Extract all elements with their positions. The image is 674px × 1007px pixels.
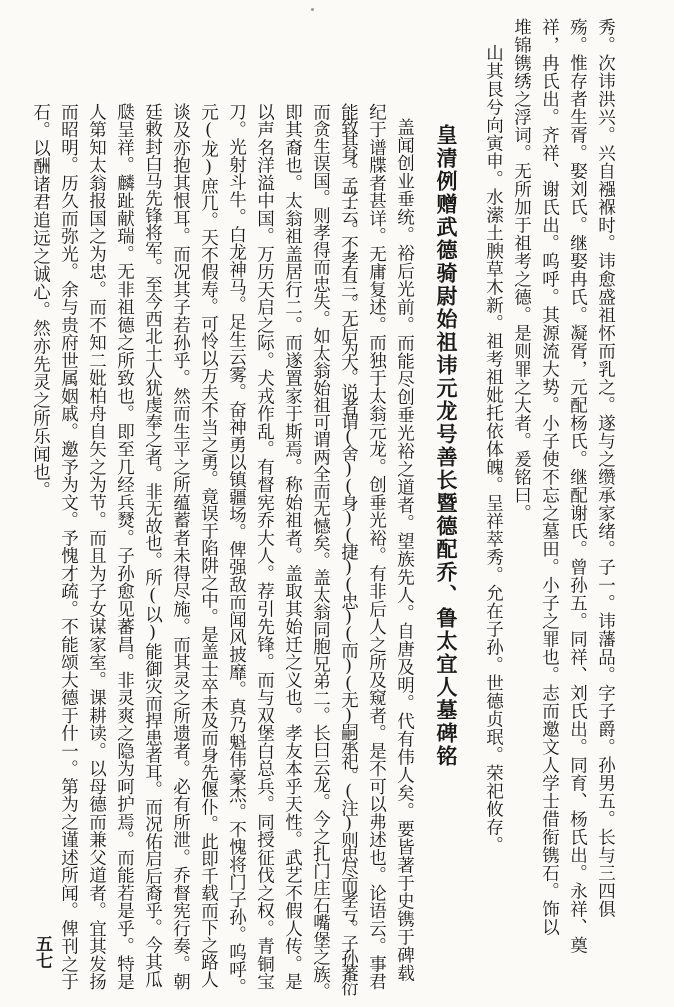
body-column-9: 谈及亦抱其恨耳。而况其子若孙乎。然而生平之所蕴蓄者未得尽施。而其灵之所遗者。必有所泄。乔督宪行奏。朝 [170,103,191,991]
body-column-6: 以声名洋溢中国。万历天启之际。犬戎作乱。有督宪乔大人。荐引先锋。而与双堡白总兵。同授征伐之权。青铜宝 [254,103,275,991]
body-column-14: 石。以酬诸君追远之诚心。然亦先灵之所乐闻也。 [30,103,51,499]
body-column-1: 盖闻创业垂统。裕后光前。而能尽创垂光裕之道者。望族先人。自唐及明。代有伟人矣。要皆著于史镌于碑载 [394,118,415,982]
body-column-5: 即其裔也。太翁祖盖居行二。而遂置家于斯焉。称始祖者。盖取其始迁之义也。孝友本乎天性。武艺不假人传。是 [282,103,303,991]
page-number: 五七 [32,935,52,969]
prev-text-column-3: 祥，冉氏出。齐祥、谢氏出。呜呼。其源流大势。小子使不忘之墓田。小子之罪也。志而邀文人学士借衔镌石。饰以 [539,18,560,936]
verse-column: 山其艮兮向寅申。水潆土腴草木新。祖考祖妣托依体魄。呈祥萃秀。允在子孙。世德贞珉。荣祀攸存。 [483,44,504,854]
body-column-2: 纪于谱牒者甚详。无庸复述。而独于太翁元龙。创垂光裕。有非后人之所及窥者。是不可以弗述也。论语云。事君 [366,103,387,991]
prev-text-column-1: 秀。次讳洪兴。兴自襁褓时。讳愈盛祖怀而乳之。遂与之缵承家绪。子一。讳藩品。字子爵。孙男五。长与三四俱 [595,18,616,918]
body-column-4: 而贪生误国。则孝得而忠失。如太翁始祖可谓两全而无憾矣。盖太翁同胞兄弟二。长曰云龙。今之扎门庄石嘴堡之族。 [310,103,331,1000]
inscription-title: 皇清例赠武德骑尉始祖讳元龙号善长暨德配乔、鲁太宜人墓碑铭 [434,124,459,768]
body-column-11: 瓞呈祥。麟趾献瑞。无非祖德之所致也。即至几经兵燹。子孙愈见蕃昌。非灵爽之隐为呵护焉。而能若是乎。特是 [114,103,135,991]
prev-text-column-2: 殇。惟存者生胥。娶刘氏。继娶冉氏。凝胥，元配杨氏。继配谢氏。曾孙五。同祥、刘氏出。同育、杨氏出。永祥、奠 [567,18,588,954]
body-column-8: 元(龙)庶几。天不假寿。可怜以万夫不当之勇。竟误于陷阱之中。是盖士卒未及而身先偃仆。此即千载而下之路人 [198,103,219,988]
prev-text-column-4: 堆锦镌绣之浮词。无所加于祖考之德。是则罪之大者。爰铭曰。 [511,18,532,522]
body-column-12: 人第知太翁报国之为忠。而不知二妣柏舟自矢之为节。而且为子女谋家室。课耕读。以母德而兼父道者。宜其发扬 [86,103,107,991]
body-column-10: 廷敕封白马先锋将军。至今西北土人犹虔奉之者。非无故也。所(以)能御灾而捍患者耳。而况佑启后裔乎。今其瓜 [142,103,163,988]
body-column-13: 而昭明。历久而弥光。余与贵府世属姻戚。邀予为文。予愧才疏。不能颂大德于什一。第为之谨述所闻。俾刊之于 [58,103,79,991]
body-column-7: 刀。光射斗牛。白龙神马。足生云雾。奋神勇以镇疆场。俾强敌而闻风披靡。真乃魁伟豪杰。不愧将门子孙。呜呼。 [226,103,247,996]
scan-speck [311,8,314,11]
body-column-3: 能致其身。孟子云。不孝有三。无后为大。说者谓(舍)(身)(捷)(忠)(而)(无)嗣承祀。(注)则忠尽而孝亏。子孙蕃衍 [338,103,359,994]
